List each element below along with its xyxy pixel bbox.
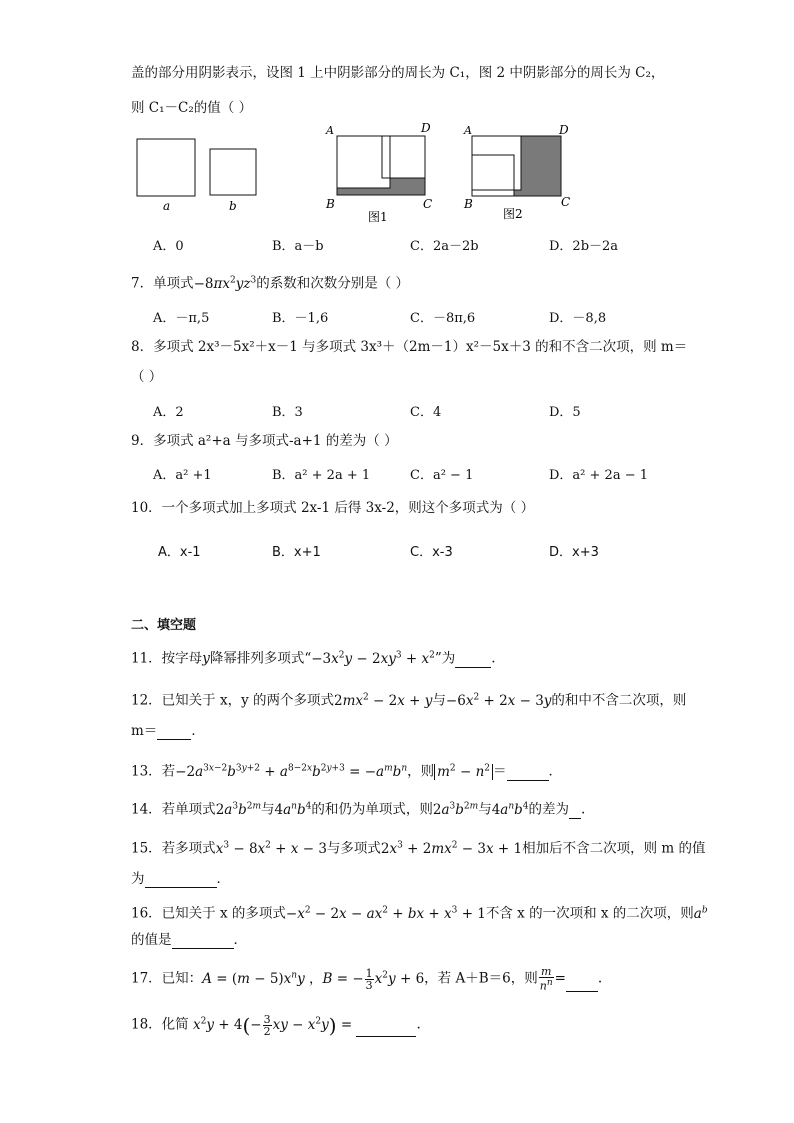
q18-stem: 18．化简 $x^2y + 4(-$ $\frac{3}{2}$ xy − $x^2y$) = . — [131, 1012, 421, 1038]
q16-answer-blank[interactable] — [172, 934, 234, 949]
fig2-corner-B: B — [464, 197, 473, 211]
q11-stem: 11．按字母y降幂排列多项式“$-3x^2y - 2xy^3 + x^2$”为 . — [131, 650, 496, 667]
q10-option-c[interactable]: C．x-3 — [410, 545, 453, 560]
q6-stem-line2: 则 C₁－C₂的值（ ） — [131, 100, 253, 116]
q12-answer-blank[interactable] — [157, 725, 191, 740]
q6-figure — [125, 118, 595, 228]
fig2-corner-A: A — [464, 124, 472, 137]
fig2-caption: 图2 — [503, 207, 523, 221]
fig1-corner-D: D — [421, 121, 431, 135]
q12-stem-line2: m＝ ． — [131, 723, 205, 739]
q17-answer-blank[interactable] — [566, 977, 598, 992]
section-title: 二、填空题 — [131, 618, 197, 633]
q15-stem-line2: 为 ． — [131, 871, 230, 887]
q16-stem: 16．已知关于 x 的多项式$-x^2 - 2x - ax^2$ + bx + $x^3 + 1$不含 x 的一次项和 x 的二次项，则$a^b$ — [131, 905, 708, 922]
q9-stem: 9．多项式 a²+a 与多项式-a+1 的差为（ ） — [131, 433, 398, 449]
q15-answer-blank[interactable] — [145, 873, 217, 888]
q11-answer-blank[interactable] — [455, 653, 491, 668]
q6-option-a[interactable]: A．0 — [153, 239, 184, 254]
q8-option-d[interactable]: D．5 — [549, 405, 581, 420]
q10-option-a[interactable]: A．x-1 — [158, 545, 201, 560]
q9-option-c[interactable]: C．a² − 1 — [410, 468, 474, 483]
fig1-corner-B: B — [326, 197, 335, 211]
square-b — [210, 149, 256, 195]
fig2-corner-D: D — [559, 123, 569, 137]
q12-stem: 12．已知关于 x，y 的两个多项式$2mx^2 - 2x + y$与$-6x^2 + 2x - 3y$的和中不含二次项，则 — [131, 692, 687, 709]
fig2-corner-C: C — [561, 195, 571, 209]
square-a — [137, 139, 195, 196]
q6-option-d[interactable]: D．2b－2a — [549, 239, 619, 254]
q18-answer-blank[interactable] — [356, 1022, 416, 1037]
label-b: b — [229, 199, 237, 213]
q13-answer-blank[interactable] — [507, 766, 549, 781]
q9-option-a[interactable]: A．a² +1 — [153, 468, 212, 483]
q14-answer-blank[interactable] — [569, 804, 581, 819]
q7-stem: 7．单项式$-8\pi x^2yz^3$的系数和次数分别是（ ） — [131, 275, 410, 292]
q7-option-c[interactable]: C．－8π,6 — [410, 311, 476, 326]
figure-1 — [325, 121, 432, 224]
q9-option-d[interactable]: D．a² + 2a − 1 — [549, 468, 648, 483]
fig1-corner-C: C — [423, 197, 433, 211]
q8-option-c[interactable]: C．4 — [410, 405, 442, 420]
fig1-caption: 图1 — [368, 210, 388, 224]
q8-stem-line1: 8．多项式 2x³－5x²＋x－1 与多项式 3x³＋（2m－1）x²－5x＋3 的和不含二次项，则 m＝ — [131, 339, 688, 355]
q7-option-a[interactable]: A．－π,5 — [153, 311, 210, 326]
q16-stem-line2: 的值是 ． — [131, 932, 247, 948]
q10-stem: 10．一个多项式加上多项式 2x-1 后得 3x-2，则这个多项式为（ ） — [131, 500, 535, 516]
q6-stem-line1: 盖的部分用阴影表示，设图 1 上中阴影部分的周长为 C₁，图 2 中阴影部分的周长为 C₂， — [131, 65, 665, 81]
q8-option-b[interactable]: B．3 — [272, 405, 303, 420]
figure-2 — [463, 123, 570, 221]
q9-option-b[interactable]: B．a² + 2a + 1 — [272, 468, 371, 483]
q10-option-b[interactable]: B．x+1 — [272, 545, 321, 560]
q15-stem: 15．若多项式$x^3 - 8x^2 + x - 3$与多项式$2x^3 + 2mx^2 - 3x + 1$相加后不含二次项，则 m 的值 — [131, 840, 706, 857]
label-a: a — [163, 199, 171, 213]
q17-stem: 17．已知：$A = (m - 5)x^ny$ ，B = − $\frac{1}{3}$ $x^2y + 6$，若 A＋B＝6，则 $\frac{m}{n^n}$ = . — [131, 965, 603, 993]
q13-stem: 13．若$-2a^{3x-2}b^{3y+2} + a^{8-2x}b^{2y+3} = -a^mb^n$，则 $m^2 - n^2$ ＝ ． — [131, 763, 562, 780]
q6-option-b[interactable]: B．a－b — [272, 239, 324, 254]
q8-option-a[interactable]: A．2 — [153, 405, 184, 420]
q8-stem-line2: （ ） — [131, 369, 163, 385]
q7-option-b[interactable]: B．－1,6 — [272, 311, 329, 326]
q7-option-d[interactable]: D．－8,8 — [549, 311, 607, 326]
q10-option-d[interactable]: D．x+3 — [549, 545, 599, 560]
q6-option-c[interactable]: C．2a－2b — [410, 239, 479, 254]
fig1-corner-A: A — [326, 124, 334, 137]
q14-stem: 14．若单项式$2a^3b^{2m}$与$4a^nb^4$的和仍为单项式，则$2a^3b^{2m}$与$4a^nb^4$的差为 . — [131, 801, 586, 818]
